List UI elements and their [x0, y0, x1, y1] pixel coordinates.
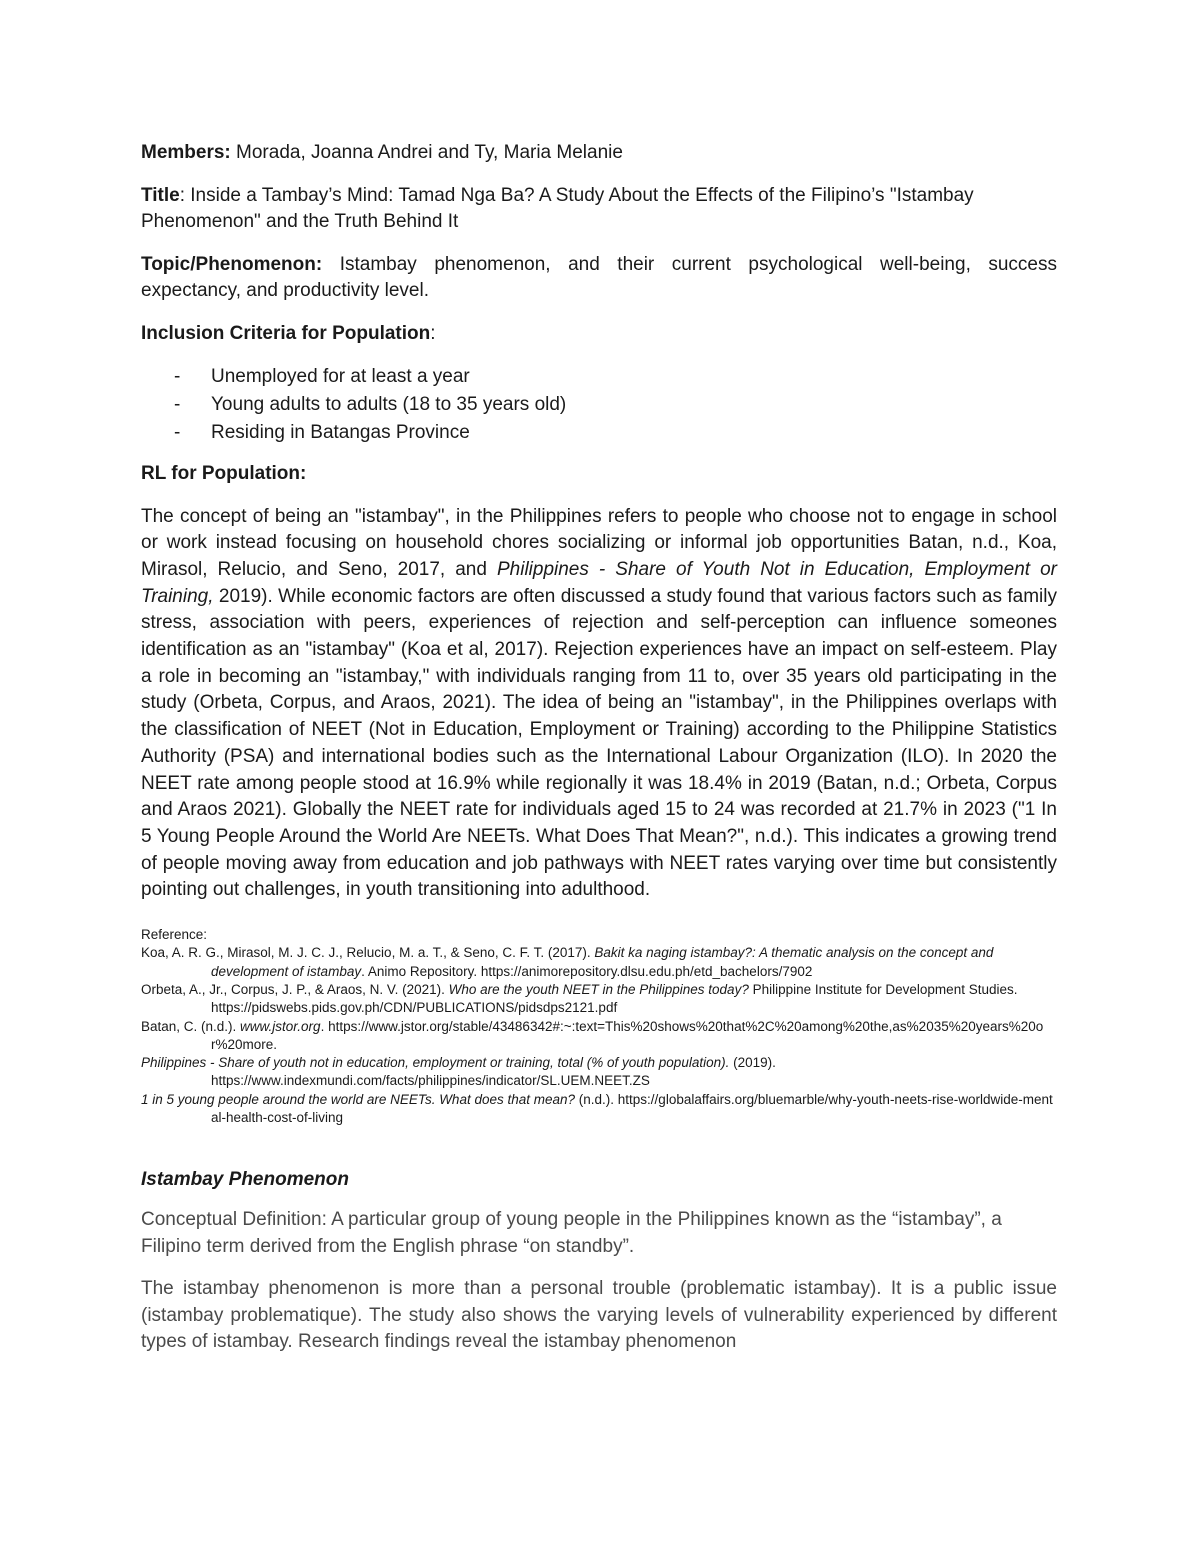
reference-entry: [141, 1054, 1057, 1091]
rl-text-2: 2019). While economic factors are often discussed a study found that various factors such as family stress, association with peers, experiences of rejection and self-perception can influence someones identification as an "istambay" (Koa et al, 2017). Rejection experiences have an impact on self-esteem. Play a role in becoming an "istambay," with individuals ranging from 11 to, over 35 years old participating in the study (Orbeta, Corpus, and Araos, 2021). The idea of being an "istambay", in the Philippines overlaps with the classification of NEET (Not in Education, Employment or Training) according to the Philippine Statistics Authority (PSA) and international bodies such as the International Labour Organization (ILO). In 2020 the NEET rate among people stood at 16.9% while regionally it was 18.4% in 2019 (Batan, n.d.; Orbeta, Corpus and Araos 2021). Globally the NEET rate for individuals aged 15 to 24 was recorded at 21.7% in 2023 ("1 In 5 Young People Around the World Are NEETs. What Does That Mean?", n.d.). This indicates a growing trend of people moving away from education and job pathways with NEET rates varying over time but consistently pointing out challenges, in youth transitioning into adulthood.: [141, 585, 1057, 901]
title-value: : Inside a Tambay’s Mind: Tamad Nga Ba? A Study About the Effects of the Filipino’s "Istambay Phenomenon" and the Truth Behind It: [141, 184, 974, 232]
members-label: Members:: [141, 142, 231, 163]
istambay-heading: Istambay Phenomenon: [141, 1169, 349, 1191]
document-page: [141, 140, 1057, 1372]
reference-label: Reference:: [141, 927, 208, 943]
reference-entry: [141, 1091, 1057, 1128]
title-line: [141, 183, 1057, 236]
reference-author: Batan, C. (n.d.).: [141, 1018, 241, 1034]
members-line: [141, 140, 1057, 167]
reference-entry: [141, 1018, 1057, 1055]
reference-source: Philippine Institute for Development Studies. https://pidswebs.pids.gov.ph/CDN/PUBLICATIONS/pidsdps2121.pdf: [211, 981, 1018, 1016]
rl-text-1: The concept of being an "istambay", in the Philippines refers to people who choose not to engage in school or work instead focusing on household chores socializing or informal job opportunities Batan, n.d., Koa, Mirasol, Relucio, and Seno, 2017, and: [141, 505, 1057, 580]
dash-bullet: -: [174, 366, 181, 387]
list-item: [141, 363, 1057, 391]
istambay-body: The istambay phenomenon is more than a personal trouble (problematic istambay). It is a public issue (istambay problematique). The study also shows the varying levels of vulnerability experienced by different types of istambay. Research findings reveal the istambay phenomenon: [141, 1278, 1057, 1353]
dash-bullet: -: [174, 422, 181, 443]
topic-label: Topic/Phenomenon:: [141, 253, 323, 275]
reference-title: Philippines - Share of youth not in education, employment or training, total (% of youth population).: [141, 1055, 730, 1071]
inclusion-label: Inclusion Criteria for Population: [141, 322, 431, 344]
reference-title: www.jstor.org: [240, 1018, 321, 1034]
list-item: [141, 419, 1057, 447]
topic-line: [141, 252, 1057, 305]
reference-title: 1 in 5 young people around the world are NEETs. What does that mean?: [141, 1091, 576, 1107]
list-item-text: Unemployed for at least a year: [211, 366, 470, 387]
reference-title: Bakit ka naging istambay?: A thematic analysis on the concept and development of istambay: [211, 945, 994, 979]
topic-value: Istambay phenomenon, and their current psychological well-being, success expectancy, and productivity level.: [141, 253, 1057, 301]
title-label: Title: [141, 184, 180, 206]
inclusion-heading: [141, 321, 1057, 348]
reference-source: . https://www.jstor.org/stable/43486342#:~:text=This%20shows%20that%2C%20among%20the,as%2035%20years%20or%20more.: [211, 1018, 1044, 1052]
reference-author: Orbeta, A., Jr., Corpus, J. P., & Araos, N. V. (2021).: [141, 981, 449, 997]
members-value: Morada, Joanna Andrei and Ty, Maria Melanie: [230, 142, 623, 163]
conceptual-definition: Conceptual Definition: A particular group of young people in the Philippines known as the “istambay”, a Filipino term derived from the English phrase “on standby”.: [141, 1209, 1002, 1257]
reference-source: (2019). https://www.indexmundi.com/facts/philippines/indicator/SL.UEM.NEET.ZS: [211, 1055, 776, 1089]
list-item-text: Residing in Batangas Province: [211, 422, 470, 443]
inclusion-list: [141, 363, 1057, 447]
rl-heading: [141, 461, 1057, 488]
inclusion-colon: :: [430, 322, 436, 344]
reference-entry: [141, 944, 1057, 981]
rl-text-italic: Philippines - Share of Youth Not in Education, Employment or Training,: [141, 558, 1057, 607]
list-item-text: Young adults to adults (18 to 35 years old): [211, 394, 567, 415]
reference-source: (n.d.). https://globalaffairs.org/bluemarble/why-youth-neets-rise-worldwide-mental-health-cost-of-living: [211, 1091, 1053, 1126]
reference-source: . Animo Repository. https://animorepository.dlsu.edu.ph/etd_bachelors/7902: [361, 963, 813, 979]
reference-author: Koa, A. R. G., Mirasol, M. J. C. J., Relucio, M. a. T., & Seno, C. F. T. (2017).: [141, 945, 595, 961]
list-item: [141, 391, 1057, 419]
dash-bullet: -: [174, 394, 181, 415]
rl-heading-text: RL for Population:: [141, 463, 307, 484]
reference-list: [141, 926, 1057, 1127]
rl-paragraph: [141, 504, 1057, 905]
reference-title: Who are the youth NEET in the Philippines today?: [448, 981, 749, 997]
reference-entry: [141, 981, 1057, 1018]
